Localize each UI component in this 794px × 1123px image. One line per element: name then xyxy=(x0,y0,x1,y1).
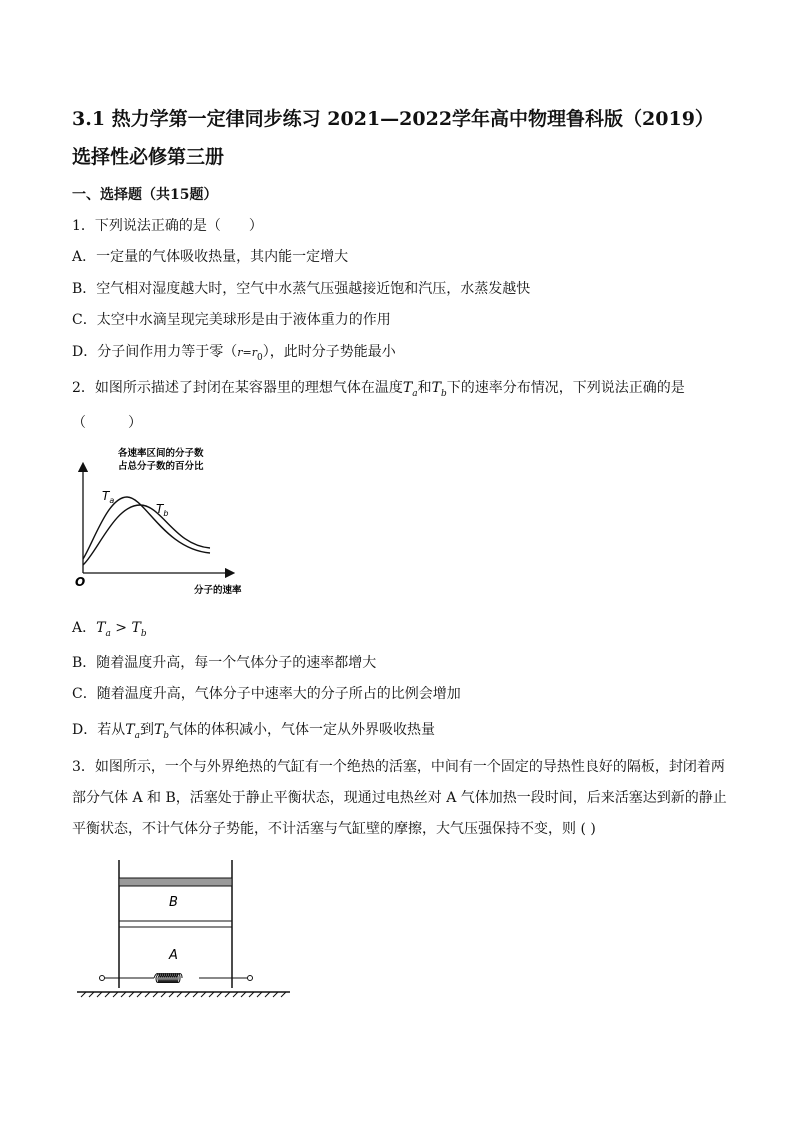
q1-d-r: r xyxy=(237,346,243,359)
speed-distribution-figure xyxy=(72,445,252,600)
q1-stem: 1．下列说法正确的是（ ） xyxy=(72,218,263,234)
curve-tb-label: $T_b$ xyxy=(156,502,169,518)
gas-b-label: B xyxy=(169,895,178,910)
q2-stem xyxy=(72,378,685,404)
page-title: 3.1 热力学第一定律同步练习 2021—2022学年高中物理鲁科版（2019）选择性必修第三册 xyxy=(72,108,714,168)
q1-option-a: A．一定量的气体吸收热量，其内能一定增大 xyxy=(72,249,349,265)
fig-origin-label: O xyxy=(75,575,86,589)
gas-a-label: A xyxy=(169,948,178,963)
q2-a-gt: > xyxy=(110,620,132,636)
section-heading: 一、选择题（共15题） xyxy=(72,187,218,203)
curve-ta-label: $T_a$ xyxy=(102,489,115,505)
q2-option-c: C．随着温度升高，气体分子中速率大的分子所占的比例会增加 xyxy=(72,686,461,702)
q2-d-suffix: 气体的体积减小，气体一定从外界吸收热量 xyxy=(169,722,436,738)
fig-xlabel: 分子的速率 xyxy=(194,585,242,596)
q2-a-s1: a xyxy=(105,628,111,639)
q2-stem-suffix: 下的速率分布情况，下列说法正确的是 xyxy=(446,380,685,396)
q1-option-c: C．太空中水滴呈现完美球形是由于液体重力的作用 xyxy=(72,312,391,328)
q2-a-t1: T xyxy=(96,620,106,636)
q2-a-s2: b xyxy=(140,628,147,639)
q2-d-t1: T xyxy=(125,722,135,738)
curve-tb xyxy=(83,505,210,565)
q2-a-t2: T xyxy=(131,620,141,636)
q1-option-d xyxy=(72,342,396,368)
q3-stem: 3．如图所示，一个与外界绝热的气缸有一个绝热的活塞，中间有一个固定的导热性良好的隔板，封闭着两部分气体 A 和 B，活塞处于静止平衡状态，现通过电热丝对 A 气体加热一段时间，后来活塞达到新的静止平衡状态，不计气体分子势能，不计活塞与气缸壁的摩擦，大气压强保持不变，则 ( ) xyxy=(72,759,727,837)
q2-option-a xyxy=(72,618,147,644)
q2-and: 和 xyxy=(417,380,432,396)
terminal-right xyxy=(248,976,253,981)
q2-ta-sub: a xyxy=(412,388,418,399)
q2-d-t2: T xyxy=(153,722,164,738)
q2-d-prefix: D．若从 xyxy=(72,722,126,738)
q1-option-b: B．空气相对湿度越大时，空气中水蒸气压强越接近饱和汽压，水蒸发越快 xyxy=(72,281,531,297)
q1-d-suffix: ），此时分子势能最小 xyxy=(262,344,396,360)
terminal-left xyxy=(100,976,105,981)
q1-d-prefix: D．分子间作用力等于零（ xyxy=(72,344,238,360)
q2-d-s2: b xyxy=(163,730,170,741)
q2-option-d xyxy=(72,720,435,746)
q2-d-s1: a xyxy=(134,730,140,741)
fig-ylabel-line2: 占总分子数的百分比 xyxy=(118,461,204,472)
fig-ylabel-line1: 各速率区间的分子数 xyxy=(118,448,204,459)
q2-a-prefix: A． xyxy=(72,620,97,636)
q2-stem-prefix: 2．如图所示描述了封闭在某容器里的理想气体在温度 xyxy=(72,380,403,396)
cylinder-figure xyxy=(72,855,302,1000)
piston xyxy=(119,878,232,886)
q1-d-sub: 0 xyxy=(256,352,263,363)
q2-answer-paren: （ ） xyxy=(72,415,142,431)
q1-d-eq: =r xyxy=(242,346,257,359)
q2-tb-sub: b xyxy=(440,388,447,399)
heating-coil xyxy=(154,974,182,983)
q2-option-b: B．随着温度升高，每一个气体分子的速率都增大 xyxy=(72,655,377,671)
q2-d-mid: 到 xyxy=(139,722,154,738)
q2-tb: T xyxy=(431,380,441,396)
q2-ta: T xyxy=(402,380,413,396)
